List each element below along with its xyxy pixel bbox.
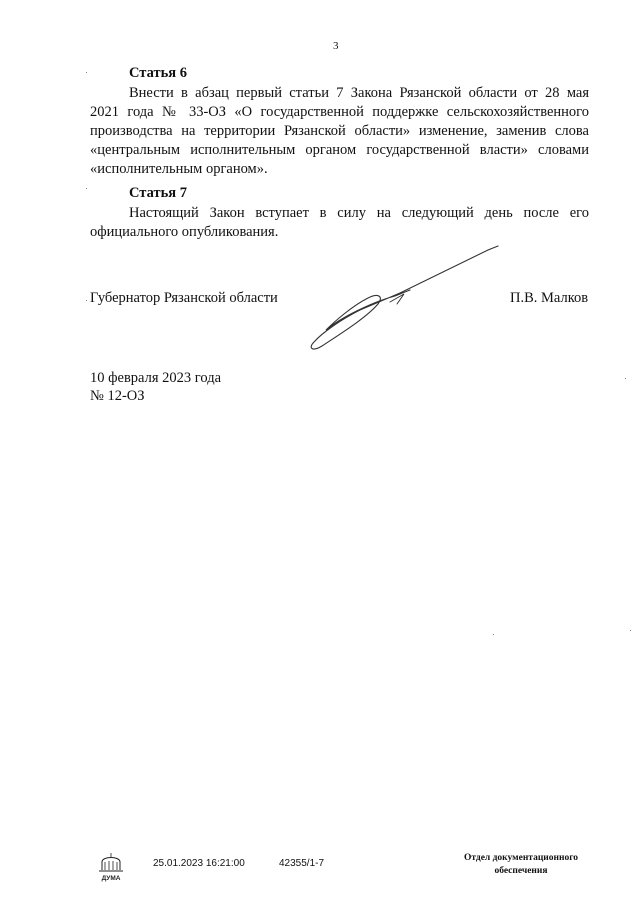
article-6-heading: Статья 6 — [129, 65, 187, 81]
signatory-title: Губернатор Рязанской области — [90, 290, 278, 306]
article-6-line: «центральным исполнительным органом государственной власти» словами — [90, 142, 589, 158]
department-line: Отдел документационного — [463, 853, 579, 863]
footer-timestamp: 25.01.2023 16:21:00 — [153, 858, 245, 869]
article-6-line: производства на территории Рязанской области» изменение, заменив слова — [90, 123, 589, 139]
article-7-line: официального опубликования. — [90, 224, 279, 240]
footer-doc-id: 42355/1-7 — [279, 858, 325, 869]
article-6-body — [90, 84, 589, 179]
article-6-line: Внести в абзац первый статьи 7 Закона Рязанской области от 28 мая — [129, 85, 589, 101]
scan-speck — [625, 378, 626, 379]
scan-speck — [86, 188, 87, 189]
article-7-line: Настоящий Закон вступает в силу на следующий день после его — [129, 205, 589, 221]
article-6-line: 2021 года № 33-ОЗ «О государственной поддержке сельскохозяйственного — [90, 104, 589, 120]
page-number: 3 — [333, 40, 339, 52]
logo-text: ДУМА — [101, 875, 121, 882]
duma-logo-icon — [94, 852, 130, 882]
article-7-body — [90, 204, 589, 242]
article-6-line: «исполнительным органом». — [90, 161, 268, 177]
handwritten-signature — [300, 238, 510, 358]
article-7-heading: Статья 7 — [129, 185, 187, 201]
signatory-name: П.В. Малков — [510, 290, 589, 306]
signing-date: 10 февраля 2023 года — [90, 370, 222, 386]
law-number: № 12-ОЗ — [90, 388, 145, 404]
scan-speck — [86, 72, 87, 73]
scan-speck — [493, 634, 494, 635]
department-line: обеспечения — [494, 866, 548, 876]
scan-speck — [630, 630, 631, 631]
scan-speck — [86, 300, 87, 301]
department-stamp — [446, 852, 596, 878]
